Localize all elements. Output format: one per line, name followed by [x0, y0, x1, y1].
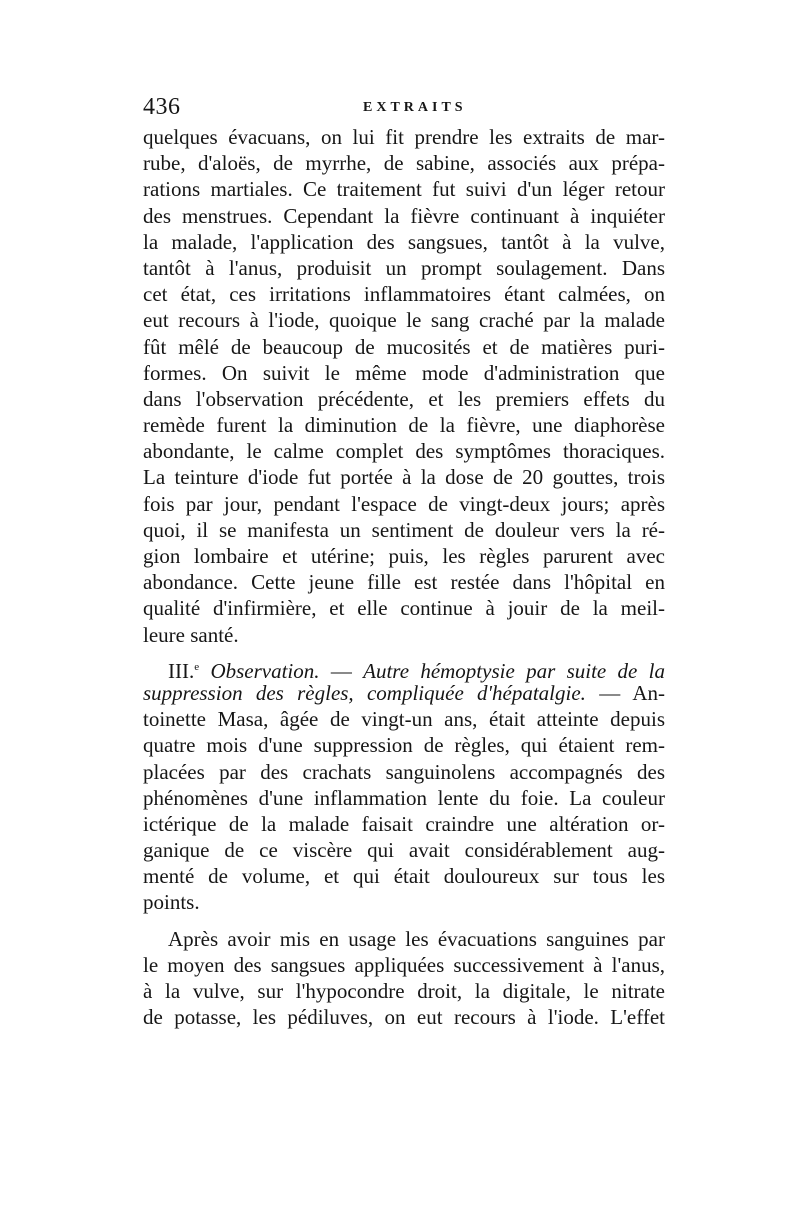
text-line: dans l'observation précédente, et les premiers effets du [143, 386, 665, 411]
spacer [143, 916, 665, 926]
text-line: quatre mois d'une suppression de règles, qui étaient rem- [143, 733, 665, 758]
text-line: abondance. Cette jeune fille est restée dans l'hôpital en [143, 570, 665, 595]
text-line: La teinture d'iode fut portée à la dose de 20 gouttes, trois [143, 465, 665, 490]
body-text [143, 124, 665, 1030]
observation-dash: — [319, 658, 364, 683]
observation-label: Observation. [210, 658, 320, 683]
running-head [143, 94, 665, 124]
observation-title-cont: suppression des règles, compliquée d'hépatalgie. [143, 680, 586, 705]
text-line: ictérique de la malade faisait craindre une altération or- [143, 811, 665, 836]
text-line: cet état, ces irritations inflammatoires étant calmées, on [143, 282, 665, 307]
text-line: de potasse, les pédiluves, on eut recours à l'iode. L'effet [143, 1005, 665, 1030]
page-number: 436 [143, 94, 181, 120]
text-line: des menstrues. Cependant la fièvre continuant à inquiéter [143, 203, 665, 228]
text-line: toinette Masa, âgée de vingt-un ans, était atteinte depuis [143, 707, 665, 732]
text-line: abondante, le calme complet des symptômes thoraciques. [143, 439, 665, 464]
text-line: points. [143, 890, 200, 915]
observation-heading [143, 654, 666, 683]
observation-heading-cont [143, 680, 665, 706]
text-line: fois par jour, pendant l'espace de vingt-deux jours; après [143, 491, 665, 516]
text-line: quelques évacuans, on lui fit prendre les extraits de mar- [143, 125, 665, 149]
observation-dash-2: — [585, 680, 633, 705]
text-line: phénomènes d'une inflammation lente du foie. La couleur [143, 785, 665, 810]
running-title: EXTRAITS [363, 100, 467, 115]
text-line: remède furent la diminution de la fièvre, une diaphorèse [143, 413, 665, 438]
text-line: ganique de ce viscère qui avait considérablement aug- [143, 838, 665, 863]
text-line: placées par des crachats sanguinolens accompagnés des [143, 759, 665, 784]
text-line: le moyen des sangsues appliquées successivement à l'anus, [143, 952, 665, 977]
text-line: la malade, l'application des sangsues, tantôt à la vulve, [143, 229, 665, 254]
observation-line-tail: An- [632, 680, 666, 705]
text-line: quoi, il se manifesta un sentiment de douleur vers la ré- [143, 517, 665, 542]
text-line: Après avoir mis en usage les évacuations sanguines par [168, 926, 665, 951]
text-line: tantôt à l'anus, produisit un prompt soulagement. Dans [143, 255, 665, 280]
text-line: formes. On suivit le même mode d'administration que [143, 360, 665, 385]
text-line: rations martiales. Ce traitement fut suivi d'un léger retour [143, 177, 665, 202]
text-line: menté de volume, et qui était douloureux sur tous les [143, 864, 665, 889]
text-line: gion lombaire et utérine; puis, les règles parurent avec [143, 544, 665, 568]
text-line: à la vulve, sur l'hypocondre droit, la digitale, le nitrate [143, 979, 665, 1003]
text-line: qualité d'infirmière, et elle continue à jouir de la meil- [143, 596, 665, 621]
observation-number: III. [168, 658, 195, 683]
text-line: fût mêlé de beaucoup de mucosités et de matières puri- [143, 334, 665, 359]
text-line: rube, d'aloës, de myrrhe, de sabine, associés aux prépa- [143, 151, 665, 176]
observation-title: Autre hémoptysie par suite de la [363, 658, 666, 683]
observation-superscript: e [194, 660, 200, 673]
text-line: leure santé. [143, 622, 239, 647]
text-line: eut recours à l'iode, quoique le sang craché par la malade [143, 308, 665, 333]
